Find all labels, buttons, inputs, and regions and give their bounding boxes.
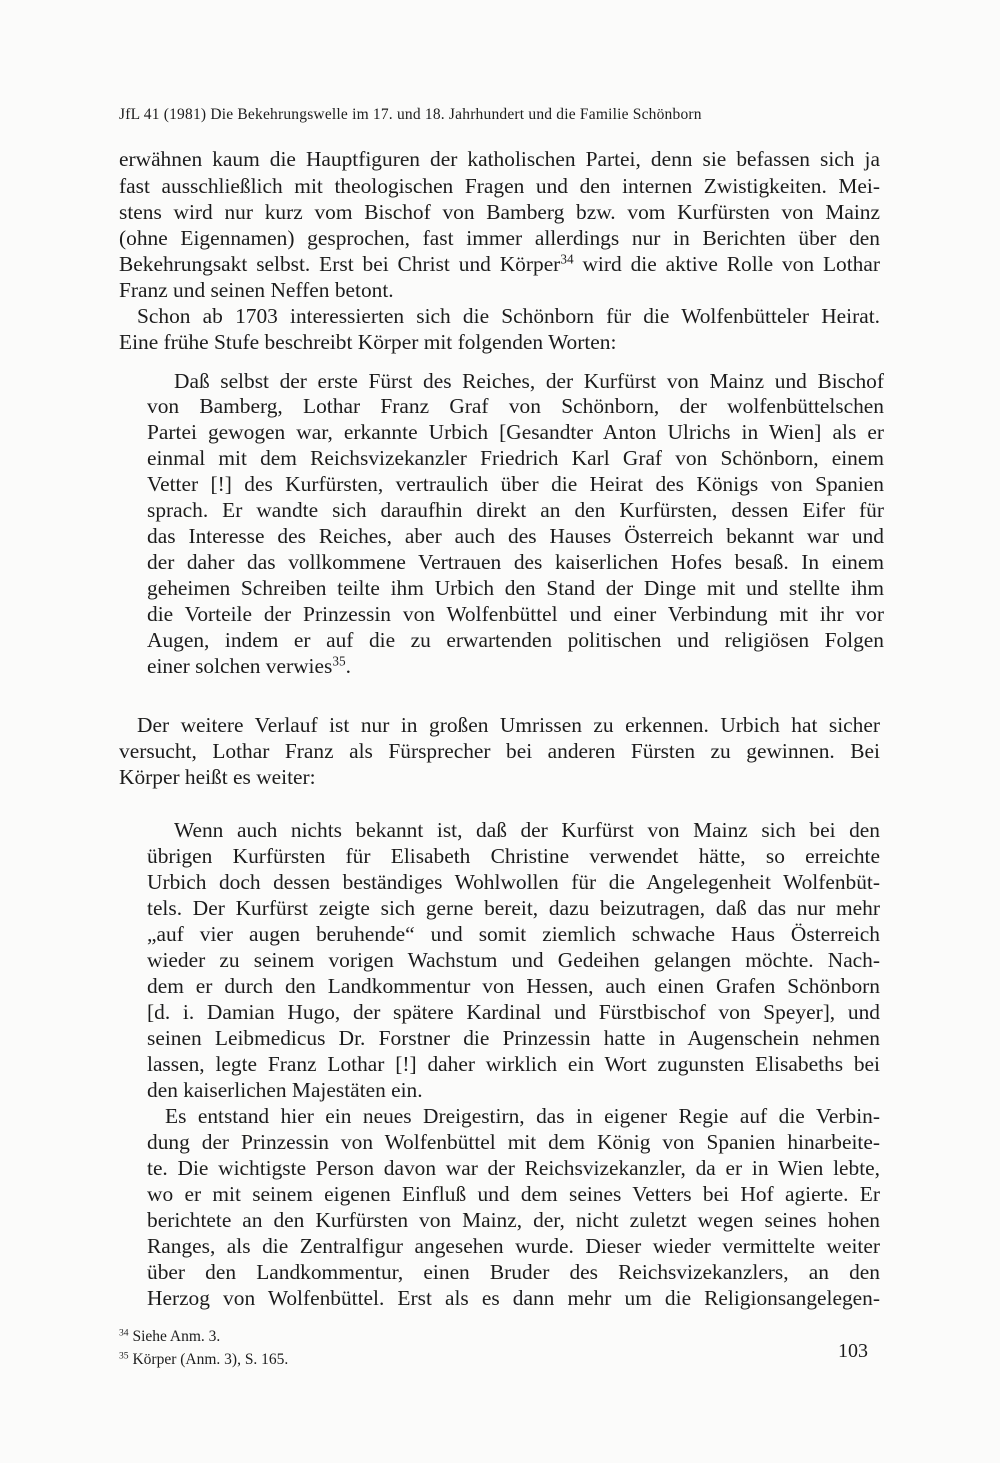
quote-line: das Interesse des Reiches, aber auch des Hauses Österreich bekannt war und: [147, 524, 884, 548]
quote-line: te. Die wichtigste Person davon war der Reichsvizekanzler, da er in Wien lebte,: [147, 1156, 880, 1180]
body-line: erwähnen kaum die Hauptfiguren der katholischen Partei, denn sie befassen sich ja: [119, 147, 880, 171]
quote-line: Es entstand hier ein neues Dreigestirn, das in eigener Regie auf die Verbin-: [165, 1104, 880, 1128]
quote-line: einmal mit dem Reichsvizekanzler Friedrich Karl Graf von Schönborn, einem: [147, 446, 884, 470]
body-text: Bekehrungsakt selbst. Erst bei Christ und Körper: [119, 252, 561, 276]
footnote: [119, 1351, 288, 1369]
body-line: fast ausschließlich mit theologischen Fragen und den internen Zwistigkeiten. Mei-: [119, 174, 880, 198]
quote-line: wieder zu seinem vorigen Wachstum und Gedeihen gelangen möchte. Nach-: [147, 948, 880, 972]
footnote-number: 34: [119, 1327, 129, 1339]
quote-line: der daher das vollkommene Vertrauen des kaiserlichen Hofes besaß. In einem: [147, 550, 884, 574]
body-line: Eine frühe Stufe beschreibt Körper mit folgenden Worten:: [119, 330, 617, 354]
quote-line: tels. Der Kurfürst zeigte sich gerne bereit, dazu beizutragen, daß das nur mehr: [147, 896, 880, 920]
footnote-text: Körper (Anm. 3), S. 165.: [132, 1351, 289, 1368]
quote-line: über den Landkommentur, einen Bruder des Reichsvizekanzlers, an den: [147, 1260, 880, 1284]
body-line: [119, 251, 880, 276]
body-line: Der weitere Verlauf ist nur in großen Umrissen zu erkennen. Urbich hat sicher: [137, 713, 880, 737]
quote-line: übrigen Kurfürsten für Elisabeth Christine verwendet hätte, so erreichte: [147, 844, 880, 868]
quote-line: von Bamberg, Lothar Franz Graf von Schönborn, der wolfenbüttelschen: [147, 394, 884, 418]
footnote-ref: 34: [560, 251, 574, 267]
footnote-ref: 35: [332, 653, 346, 669]
quote-line: lassen, legte Franz Lothar [!] daher wirklich ein Wort zugunsten Elisabeths bei: [147, 1052, 880, 1076]
quote-line: [d. i. Damian Hugo, der spätere Kardinal und Fürstbischof von Speyer], und: [147, 1000, 880, 1024]
body-line: stens wird nur kurz vom Bischof von Bamberg bzw. vom Kurfürsten von Mainz: [119, 200, 880, 224]
quote-line: Vetter [!] des Kurfürsten, vertraulich über die Heirat des Königs von Spanien: [147, 472, 884, 496]
footnote-number: 35: [119, 1350, 129, 1362]
quote-line: geheimen Schreiben teilte ihm Urbich den Stand der Dinge mit und stellte ihm: [147, 576, 884, 600]
quote-line: Herzog von Wolfenbüttel. Erst als es dann mehr um die Religionsangelegen-: [147, 1286, 880, 1310]
quote-line: sprach. Er wandte sich daraufhin direkt an den Kurfürsten, dessen Eifer für: [147, 498, 884, 522]
quote-text: .: [345, 654, 351, 678]
quote-line: „auf vier augen beruhende“ und somit ziemlich schwache Haus Österreich: [147, 922, 880, 946]
body-line: (ohne Eigennamen) gesprochen, fast immer allerdings nur in Berichten über den: [119, 226, 880, 250]
footnote: [119, 1328, 220, 1346]
body-line: Körper heißt es weiter:: [119, 765, 316, 789]
quote-text: einer solchen verwies: [147, 654, 333, 678]
body-line: versucht, Lothar Franz als Fürsprecher bei anderen Fürsten zu gewinnen. Bei: [119, 739, 880, 763]
quote-line: berichtete an den Kurfürsten von Mainz, der, nicht zuletzt wegen seines hohen: [147, 1208, 880, 1232]
quote-line: den kaiserlichen Majestäten ein.: [147, 1078, 423, 1102]
body-line: Schon ab 1703 interessierten sich die Schönborn für die Wolfenbütteler Heirat.: [137, 304, 880, 328]
body-text: wird die aktive Rolle von Lothar: [573, 252, 880, 276]
page-number: 103: [838, 1340, 868, 1362]
quote-line: seinen Leibmedicus Dr. Forstner die Prinzessin hatte in Augenschein nehmen: [147, 1026, 880, 1050]
quote-line: Daß selbst der erste Fürst des Reiches, der Kurfürst von Mainz und Bischof: [174, 369, 884, 393]
quote-line: Urbich doch dessen beständiges Wohlwollen für die Angelegenheit Wolfenbüt-: [147, 870, 880, 894]
quote-line: Augen, indem er auf die zu erwartenden politischen und religiösen Folgen: [147, 628, 884, 652]
running-header: JfL 41 (1981) Die Bekehrungswelle im 17. und 18. Jahrhundert und die Familie Schönborn: [119, 106, 702, 123]
quote-line: Ranges, als die Zentralfigur angesehen wurde. Dieser wieder vermittelte weiter: [147, 1234, 880, 1258]
quote-line: wo er mit seinem eigenen Einfluß und dem seines Vetters bei Hof agierte. Er: [147, 1182, 880, 1206]
footnote-text: Siehe Anm. 3.: [132, 1328, 221, 1345]
quote-line: die Vorteile der Prinzessin von Wolfenbüttel und einer Verbindung mit ihr vor: [147, 602, 884, 626]
quote-line: Wenn auch nichts bekannt ist, daß der Kurfürst von Mainz sich bei den: [174, 818, 880, 842]
quote-line: Partei gewogen war, erkannte Urbich [Gesandter Anton Ulrichs in Wien] als er: [147, 420, 884, 444]
quote-line: [147, 653, 884, 678]
quote-line: dung der Prinzessin von Wolfenbüttel mit dem König von Spanien hinarbeite-: [147, 1130, 880, 1154]
quote-line: dem er durch den Landkommentur von Hessen, auch einen Grafen Schönborn: [147, 974, 880, 998]
body-line: Franz und seinen Neffen betont.: [119, 278, 394, 302]
